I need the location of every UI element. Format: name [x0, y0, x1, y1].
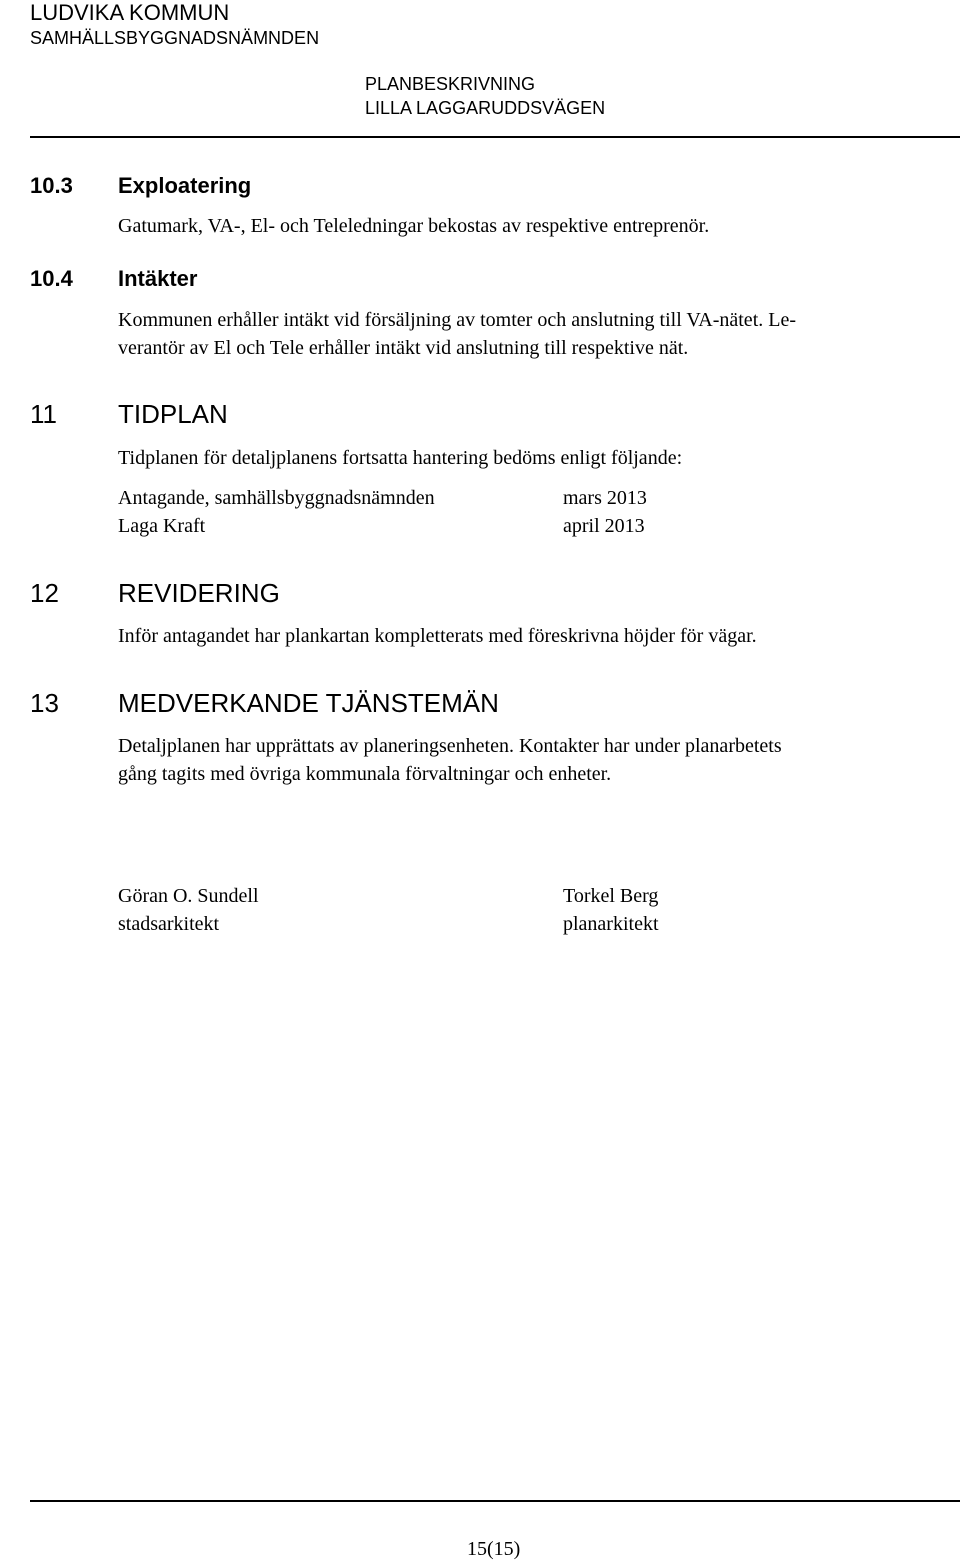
- section-text-intakter-line2: verantör av El och Tele erhåller intäkt vid anslutning till respektive nät.: [118, 337, 689, 359]
- organization-name: LUDVIKA KOMMUN: [30, 0, 230, 25]
- section-text-exploatering: Gatumark, VA-, El- och Teleledningar bekostas av respektive entreprenör.: [118, 215, 710, 237]
- section-text-medverkande-line1: Detaljplanen har upprättats av planeringsenheten. Kontakter har under planarbetets: [118, 735, 782, 757]
- section-title-intakter: Intäkter: [118, 266, 198, 291]
- document-type: PLANBESKRIVNING: [365, 74, 536, 94]
- page-number: 15(15): [467, 1538, 521, 1560]
- section-text-revidering: Inför antagandet har plankartan kompletterats med föreskrivna höjder för vägar.: [118, 625, 757, 647]
- section-number-12: 12: [30, 578, 59, 608]
- section-number-13: 13: [30, 688, 59, 718]
- section-number-10-4: 10.4: [30, 266, 73, 291]
- tidplan-intro: Tidplanen för detaljplanens fortsatta hantering bedöms enligt följande:: [118, 447, 683, 469]
- schedule-row-date: april 2013: [563, 515, 645, 537]
- signatory-name: Göran O. Sundell: [118, 885, 259, 907]
- signatory-role: stadsarkitekt: [118, 913, 220, 935]
- board-name: SAMHÄLLSBYGGNADSNÄMNDEN: [30, 28, 320, 48]
- section-title-tidplan: TIDPLAN: [118, 399, 228, 429]
- schedule-row-date: mars 2013: [563, 487, 647, 509]
- footer-divider: [30, 1500, 960, 1502]
- section-text-intakter-line1: Kommunen erhåller intäkt vid försäljning av tomter och anslutning till VA-nätet. Le-: [118, 309, 796, 331]
- schedule-row-label: Antagande, samhällsbyggnadsnämnden: [118, 487, 435, 509]
- section-title-medverkande: MEDVERKANDE TJÄNSTEMÄN: [118, 688, 499, 718]
- signatory-role: planarkitekt: [563, 913, 659, 935]
- schedule-row-label: Laga Kraft: [118, 515, 206, 537]
- signatory-name: Torkel Berg: [563, 885, 659, 907]
- header-divider: [30, 136, 960, 138]
- section-title-exploatering: Exploatering: [118, 173, 252, 198]
- section-text-medverkande-line2: gång tagits med övriga kommunala förvaltningar och enheter.: [118, 763, 612, 785]
- section-number-10-3: 10.3: [30, 173, 73, 198]
- section-number-11: 11: [30, 399, 57, 429]
- document-name: LILLA LAGGARUDDSVÄGEN: [365, 98, 606, 118]
- section-title-revidering: REVIDERING: [118, 578, 280, 608]
